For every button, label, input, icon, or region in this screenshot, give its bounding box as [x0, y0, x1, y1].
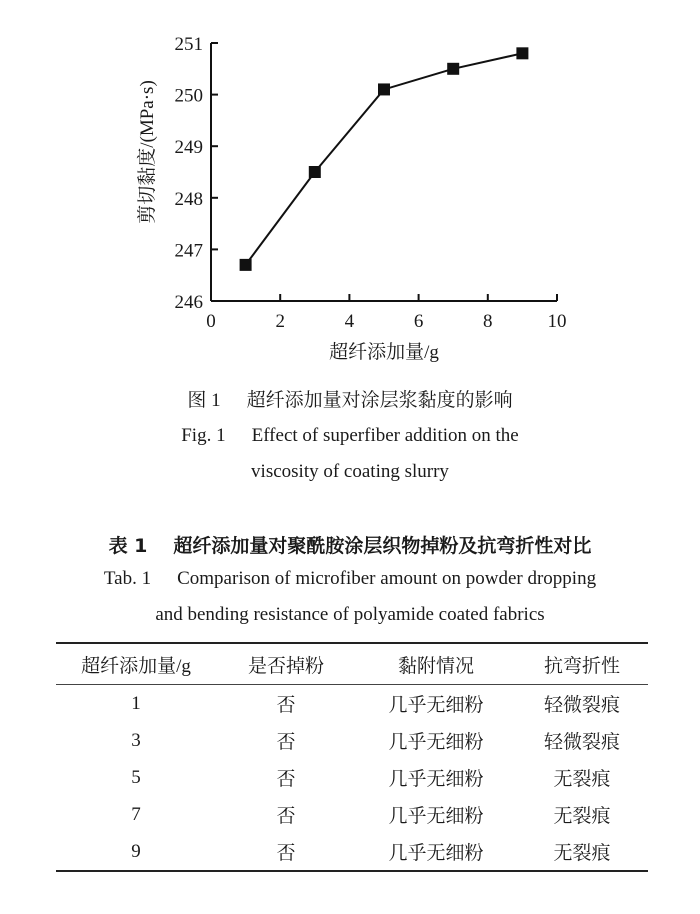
figure-label-en: Fig. 1 — [181, 425, 226, 446]
figure-caption-cn — [0, 385, 700, 412]
viscosity-line-chart — [0, 0, 700, 375]
table-caption-en — [0, 568, 700, 590]
y-tick-label: 248 — [174, 188, 203, 210]
cell-amount: 9 — [131, 840, 141, 862]
cell-adhesion: 几乎无细粉 — [388, 806, 484, 827]
table-caption-cn — [0, 531, 700, 558]
cell-amount: 3 — [131, 729, 141, 751]
figure-label-cn: 图 1 — [187, 390, 221, 411]
cell-powder-drop: 否 — [276, 732, 296, 753]
chart-axes — [211, 43, 557, 301]
cell-adhesion: 几乎无细粉 — [388, 695, 484, 716]
x-tick-label: 8 — [483, 311, 493, 332]
series-markers — [240, 47, 529, 271]
table-label-cn: 表 1 — [108, 535, 148, 557]
header-adhesion: 黏附情况 — [397, 655, 474, 677]
cell-adhesion: 几乎无细粉 — [388, 843, 484, 864]
y-tick-label: 246 — [174, 292, 203, 313]
y-tick-label: 249 — [174, 137, 203, 159]
cell-bending: 轻微裂痕 — [543, 732, 620, 753]
data-point-marker — [240, 259, 252, 271]
x-tick-label: 4 — [344, 311, 355, 332]
figure-title-en-line1: Effect of superfiber addition on the — [251, 425, 519, 446]
cell-powder-drop: 否 — [276, 769, 296, 790]
cell-amount: 7 — [131, 803, 141, 825]
x-tick-label: 2 — [275, 311, 285, 332]
cell-powder-drop: 否 — [276, 806, 296, 827]
header-bending: 抗弯折性 — [543, 655, 620, 677]
x-tick-label: 10 — [547, 311, 567, 332]
y-axis-label: 剪切黏度/(MPa·s) — [137, 80, 158, 224]
cell-powder-drop: 否 — [276, 695, 296, 716]
cell-bending: 轻微裂痕 — [543, 695, 620, 716]
cell-adhesion: 几乎无细粉 — [388, 769, 484, 790]
table-header-row — [56, 643, 648, 685]
y-tick-label: 250 — [174, 85, 203, 107]
cell-bending: 无裂痕 — [553, 769, 611, 790]
table-row — [56, 833, 648, 871]
x-tick-label: 6 — [413, 311, 424, 332]
figure-caption-en — [0, 425, 700, 447]
data-point-marker — [309, 166, 321, 178]
table-row — [56, 796, 648, 833]
results-table — [56, 642, 648, 872]
cell-bending: 无裂痕 — [553, 806, 611, 827]
y-tick-label: 247 — [174, 240, 203, 262]
data-point-marker — [447, 63, 459, 75]
figure-title-en-line2: viscosity of coating slurry — [251, 461, 449, 482]
cell-bending: 无裂痕 — [553, 843, 611, 864]
table-row — [56, 722, 648, 759]
table-row — [56, 759, 648, 796]
cell-amount: 5 — [131, 766, 141, 788]
header-amount: 超纤添加量/g — [81, 655, 191, 677]
figure-title-cn: 超纤添加量对涂层浆黏度的影响 — [246, 390, 513, 411]
table-label-en: Tab. 1 — [103, 568, 152, 589]
x-axis-label: 超纤添加量/g — [329, 342, 439, 363]
data-point-marker — [378, 83, 390, 95]
x-ticks — [206, 294, 566, 332]
y-tick-label: 251 — [174, 34, 203, 55]
cell-powder-drop: 否 — [276, 843, 296, 864]
table-title-en-line2: and bending resistance of polyamide coated fabrics — [155, 604, 545, 625]
x-tick-label: 0 — [206, 311, 216, 332]
table-title-cn: 超纤添加量对聚酰胺涂层织物掉粉及抗弯折性对比 — [173, 535, 592, 557]
data-point-marker — [516, 47, 528, 59]
cell-amount: 1 — [131, 692, 141, 714]
table-row — [56, 685, 648, 723]
cell-adhesion: 几乎无细粉 — [388, 732, 484, 753]
header-powder-drop: 是否掉粉 — [247, 655, 324, 677]
table-title-en-line1: Comparison of microfiber amount on powder dropping — [177, 568, 597, 589]
